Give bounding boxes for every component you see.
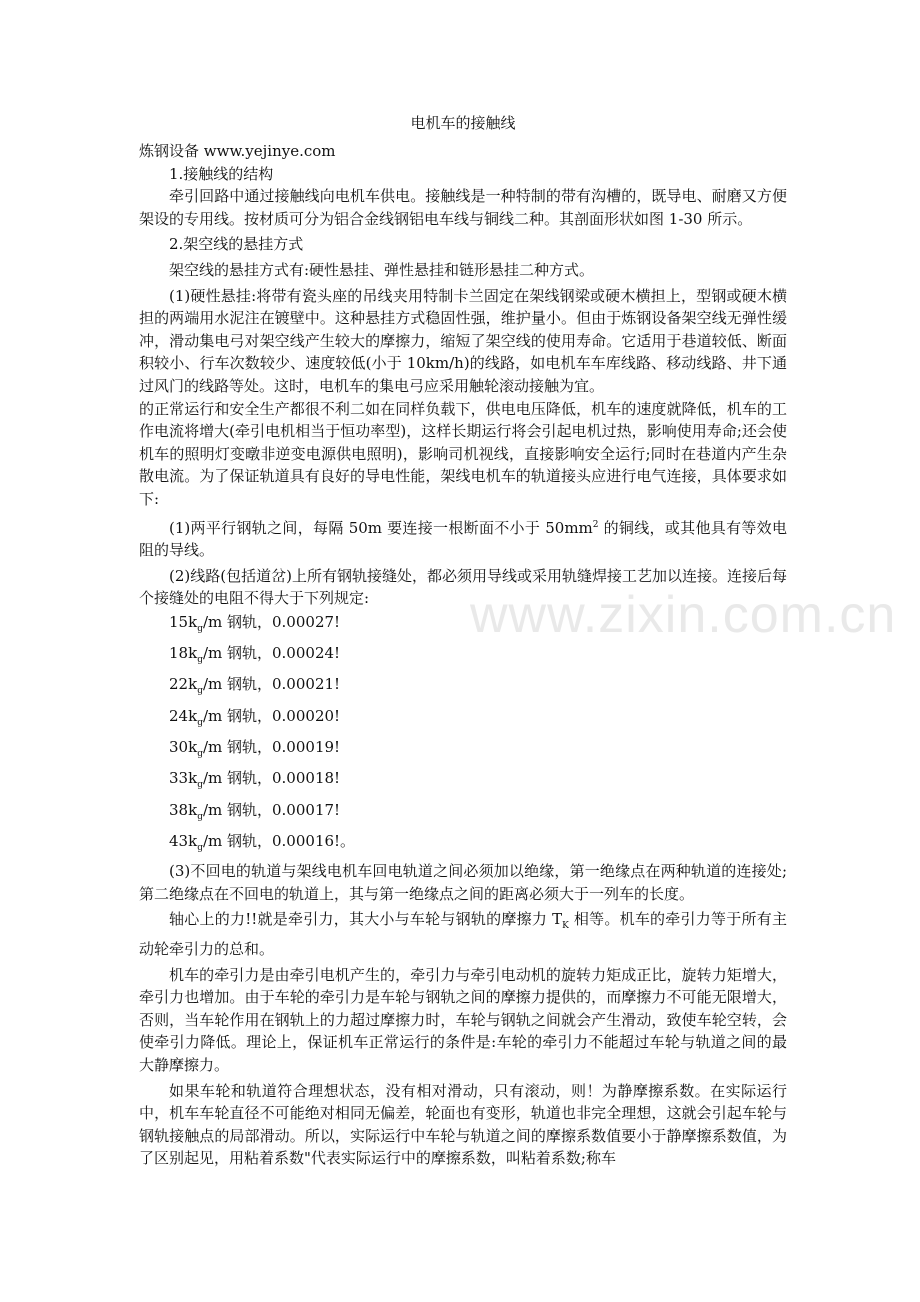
rail-resistance: /m 钢轨，0.00019! <box>202 738 341 757</box>
rail-resistance: /m 钢轨，0.00024! <box>202 644 341 663</box>
rail-weight: 38 <box>169 800 189 819</box>
document-title: 电机车的接触线 <box>410 114 516 132</box>
paragraph-traction-force <box>139 908 787 960</box>
rail-resistance: /m 钢轨，0.00018! <box>202 769 341 788</box>
paragraph-rail-requirement-1 <box>139 514 787 562</box>
paragraph-suspension-types: 架空线的悬挂方式有:硬性悬挂、弹性悬挂和链形悬挂二种方式。 <box>169 260 595 279</box>
unit-g-subscript: g <box>197 623 203 634</box>
rail-resistance: /m 钢轨，0.00017! <box>202 800 341 819</box>
rail-weight: 24 <box>169 706 189 725</box>
text-segment: 相等。机车的牵引力等于所有主动轮牵引力的总和。 <box>139 910 787 959</box>
paragraph-rigid-suspension: (1)硬性悬挂:将带有瓷头座的吊线夹用特制卡兰固定在架线钢梁或硬木横担上，型钢或硬木横担的两端用水泥注在镀壁中。这种悬挂方式稳固性强，维护量小。但由于炼钢设备架空线无弹性缓冲，滑动集电弓对架空线产生较大的摩擦力，缩短了架空线的使用寿命。它适用于巷道较低、断面积较小、行车次数较少、速度较低(小于 10km/h)的线路，如电机车车库线路、移动线路、井下通过风门的线路等处。这时，电机车的集电弓应采用触轮滚动接触为宜。 <box>139 286 787 395</box>
rail-weight: 30 <box>169 738 189 757</box>
source-line: 炼钢设备 www.yejinye.com <box>139 142 336 160</box>
document-body <box>139 112 787 1170</box>
rail-resistance: /m 钢轨，0.00027! <box>202 612 341 631</box>
watermark: www.zixin.com.cn <box>470 586 897 644</box>
unit-g-subscript: g <box>197 749 203 760</box>
rail-weight: 43 <box>169 831 189 850</box>
unit-g-subscript: g <box>197 686 203 697</box>
subscript: K <box>562 921 569 932</box>
paragraph-structure: 牵引回路中通过接触线向电机车供电。接触线是一种特制的带有沟槽的，既导电、耐磨又方便架设的专用线。按材质可分为铝合金线钢铝电车线与铜线二种。其剖面形状如图 1-30 所示。 <box>139 187 787 228</box>
rail-list-item <box>139 798 787 829</box>
rail-list-item <box>139 610 787 641</box>
unit-k: k <box>188 612 198 631</box>
unit-k: k <box>188 675 198 694</box>
text-segment: 的铜线，或其他具有等效电阻的导线。 <box>139 518 787 560</box>
rail-list-item <box>139 641 787 672</box>
rail-resistance: /m 钢轨，0.00016!。 <box>202 831 356 850</box>
paragraph-adhesion: 如果车轮和轨道符合理想状态，没有相对滑动，只有滚动，则！为静摩擦系数。在实际运行中，机车车轮直径不可能绝对相同无偏差，轮面也有变形，轨道也非完全理想，这就会引起车轮与钢轨接触点的局部滑动。所以，实际运行中车轮与轨道之间的摩擦系数值要小于静摩擦系数值，为了区别起见，用粘着系数"代表实际运行中的摩擦系数，叫粘着系数;称车 <box>139 1081 787 1168</box>
rail-weight: 33 <box>169 769 189 788</box>
unit-g-subscript: g <box>197 842 203 853</box>
paragraph-rail-requirement-2: (2)线路(包括道岔)上所有钢轨接缝处，都必须用导线或采用轨缝焊接工艺加以连接。连接后每个接缝处的电阻不得大于下列规定: <box>139 566 787 608</box>
unit-k: k <box>188 738 198 757</box>
rail-weight: 15 <box>169 612 189 631</box>
superscript: 2 <box>592 519 599 530</box>
rail-list-item <box>139 829 787 860</box>
unit-g-subscript: g <box>197 811 203 822</box>
unit-g-subscript: g <box>197 780 203 791</box>
rail-weight: 22 <box>169 675 189 694</box>
rail-list-item <box>139 766 787 797</box>
unit-k: k <box>188 831 198 850</box>
paragraph-traction-theory: 机车的牵引力是由牵引电机产生的，牵引力与牵引电动机的旋转力矩成正比，旋转力矩增大，牵引力也增加。由于车轮的牵引力是车轮与钢轨之间的摩擦力提供的，而摩擦力不可能无限增大，否则，当车轮作用在钢轨上的力超过摩擦力时，车轮与钢轨之间就会产生滑动，致使车轮空转，会使牵引力降低。理论上，保证机车正常运行的条件是:车轮的牵引力不能超过车轮与轨道之间的最大静摩擦力。 <box>139 965 787 1074</box>
rail-list-item <box>139 672 787 703</box>
rail-resistance: /m 钢轨，0.00020! <box>202 706 341 725</box>
rail-list-item <box>139 704 787 735</box>
paragraph-insulation: (3)不回电的轨道与架线电机车回电轨道之间必须加以绝缘，第一绝缘点在两种轨道的连接处;第二绝缘点在不回电的轨道上，其与第一绝缘点之间的距离必须大于一列车的长度。 <box>139 862 787 903</box>
paragraph-rail-connection: 的正常运行和安全生产都很不利二如在同样负载下，供电电压降低，机车的速度就降低，机车的工作电流将增大(牵引电机相当于恒功率型)，这样长期运行将会引起电机过热，影响使用寿命;还会使机车的照明灯变暾非逆变电源供电照明)，影响司机视线，直接影响安全运行;同时在巷道内产生杂散电流。为了保证轨道具有良好的导电性能，架线电机车的轨道接头应进行电气连接，具体要求如下: <box>139 399 787 508</box>
section-heading-structure: 1.接触线的结构 <box>169 164 274 183</box>
rail-resistance: /m 钢轨，0.00021! <box>202 675 341 694</box>
unit-k: k <box>188 706 198 725</box>
section-heading-suspension: 2.架空线的悬挂方式 <box>169 235 304 254</box>
unit-k: k <box>188 644 198 663</box>
unit-g-subscript: g <box>197 717 203 728</box>
rail-resistance-list <box>139 610 787 860</box>
unit-g-subscript: g <box>197 655 203 666</box>
unit-k: k <box>188 800 198 819</box>
text-segment: (1)两平行钢轨之间，每隔 50m 要连接一根断面不小于 50mm <box>169 518 593 537</box>
rail-weight: 18 <box>169 644 189 663</box>
unit-k: k <box>188 769 198 788</box>
text-segment: 轴心上的力!!就是牵引力，其大小与车轮与钢轨的摩擦力 T <box>169 910 563 929</box>
rail-list-item <box>139 735 787 766</box>
